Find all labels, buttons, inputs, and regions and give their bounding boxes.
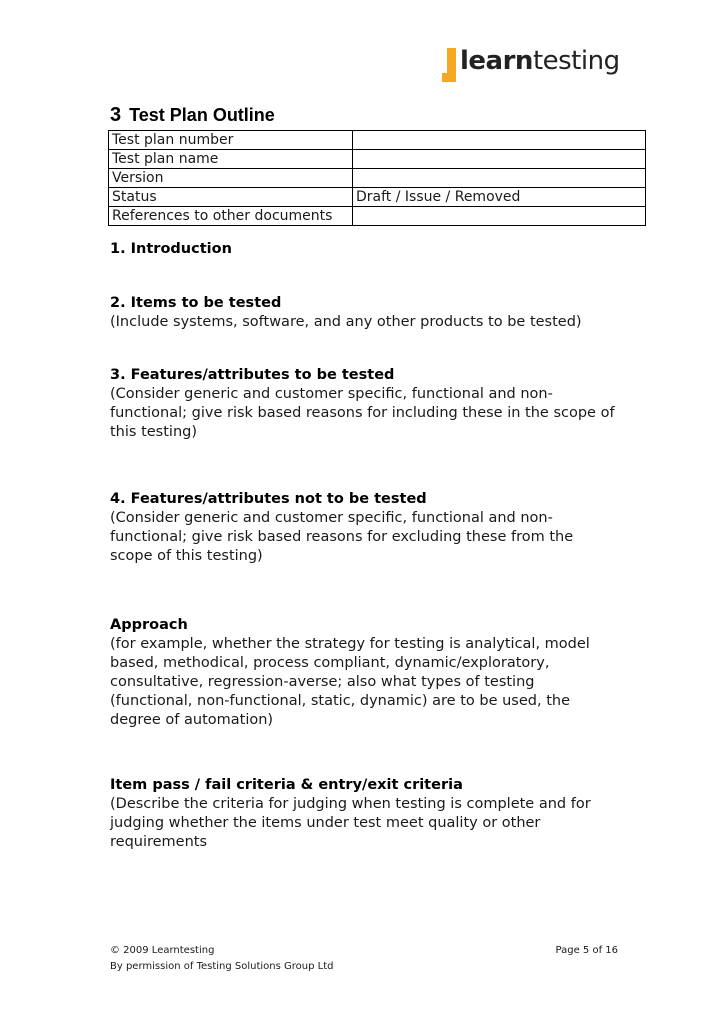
section-criteria [110,776,630,852]
section-description: (Consider generic and customer specific, functional and non-functional; give risk based reasons for including these in the scope of this testing) [110,386,615,440]
meta-value[interactable] [353,150,646,169]
section-number: 3 [110,104,122,126]
table-row [109,188,646,207]
section-heading: 4. Features/attributes not to be tested [110,491,427,507]
section-description: (Include systems, software, and any other products to be tested) [110,314,582,330]
section-heading: 3. Features/attributes to be tested [110,367,395,383]
page-footer [110,943,618,975]
section-description: (Consider generic and customer specific, functional and non-functional; give risk based reasons for excluding these from the scope of this testing) [110,510,574,564]
meta-label: Status [109,188,353,207]
section-description: (Describe the criteria for judging when testing is complete and for judging whether the items under test meet quality or other requirements [110,796,591,850]
section-heading: Approach [110,617,188,633]
footer-permission: By permission of Testing Solutions Group Ltd [110,961,334,972]
footer-page-number: Page 5 of 16 [555,945,618,956]
table-row [109,150,646,169]
test-plan-meta-table [108,130,646,226]
section-heading: Item pass / fail criteria & entry/exit criteria [110,777,463,793]
learntesting-logo [442,48,618,82]
section-items [110,294,630,332]
meta-value[interactable]: Draft / Issue / Removed [353,188,646,207]
section-introduction [110,240,630,259]
section-heading: 1. Introduction [110,241,232,257]
meta-value[interactable] [353,207,646,226]
section-not-features [110,490,630,566]
meta-label: References to other documents [109,207,353,226]
meta-label: Test plan number [109,131,353,150]
page-title [110,104,275,127]
section-approach [110,616,630,730]
logo-wordmark: learntesting [460,46,620,76]
meta-label: Version [109,169,353,188]
logo-mark-icon [442,48,456,82]
section-title: Test Plan Outline [129,105,275,125]
table-row [109,207,646,226]
meta-label: Test plan name [109,150,353,169]
section-description: (for example, whether the strategy for testing is analytical, model based, methodical, process compliant, dynamic/exploratory, consultative, regression-averse; also what types of testing (functional, non-functional, static, dynamic) are to be used, the degree of automation) [110,636,590,728]
meta-value[interactable] [353,169,646,188]
section-features [110,366,630,442]
table-row [109,131,646,150]
section-heading: 2. Items to be tested [110,295,282,311]
table-row [109,169,646,188]
meta-value[interactable] [353,131,646,150]
footer-copyright: © 2009 Learntesting [110,945,215,956]
